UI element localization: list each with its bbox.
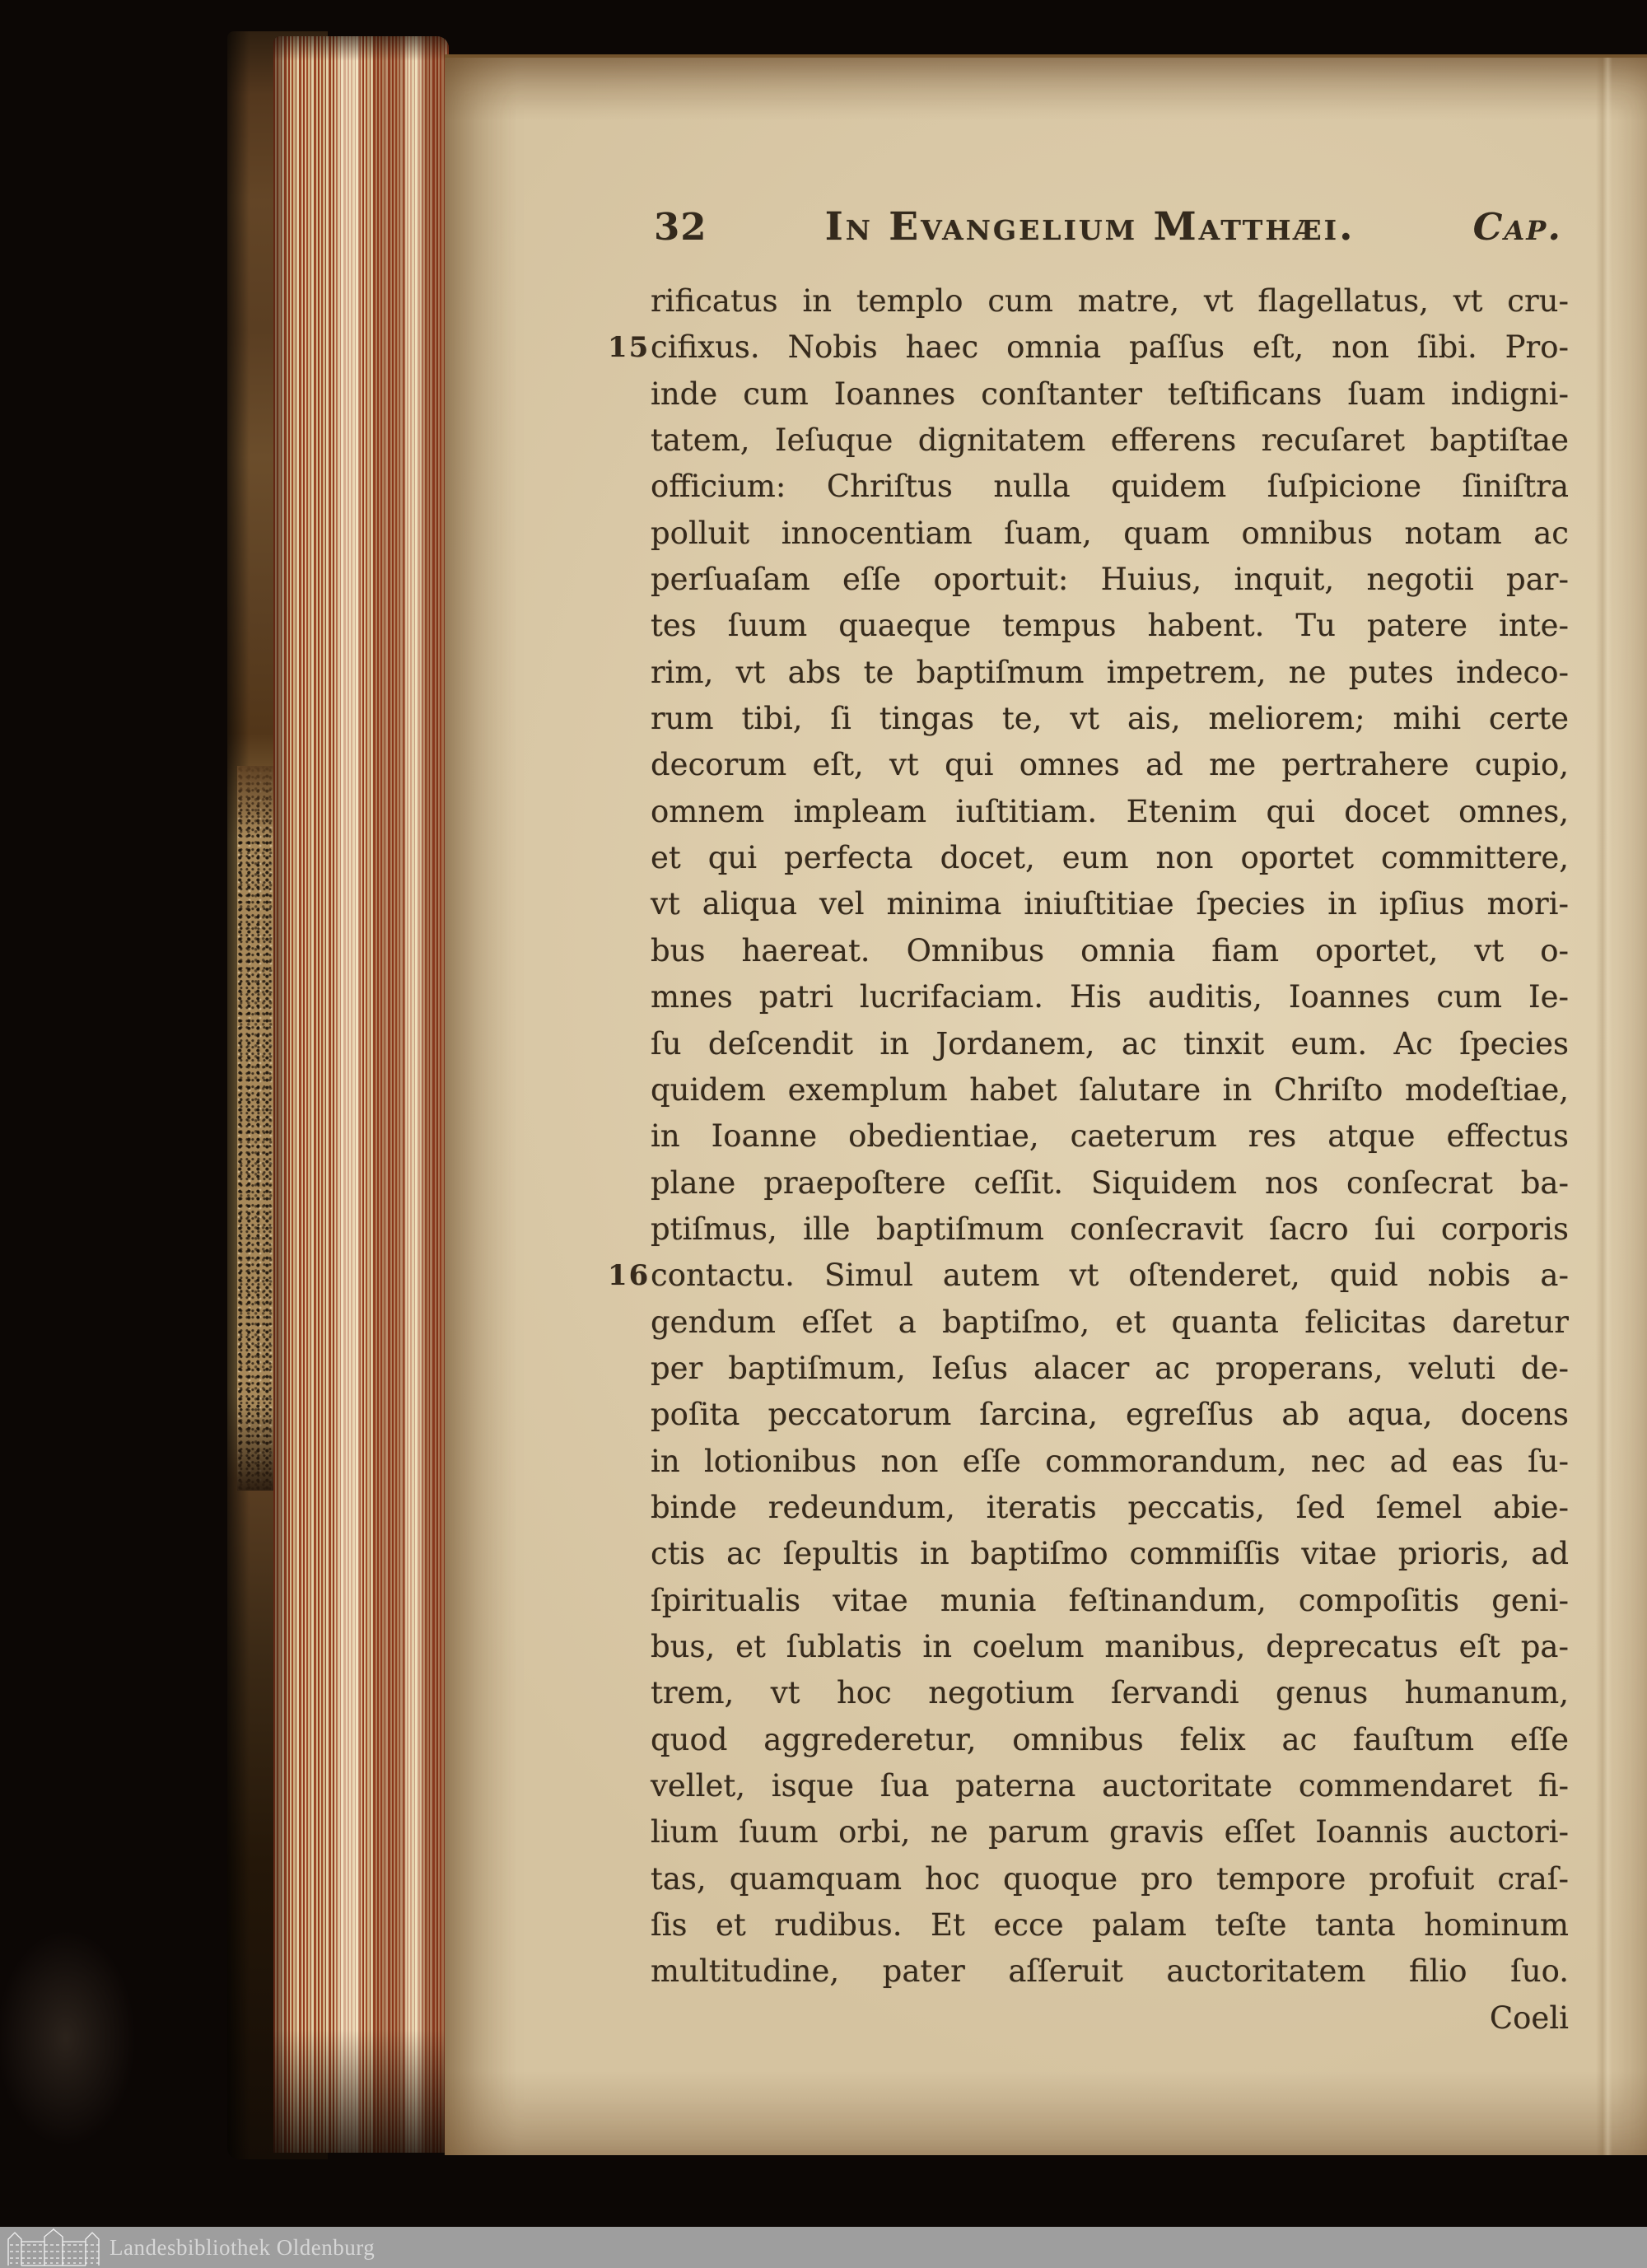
catchword: Coeli [1489, 2000, 1569, 2036]
library-building-icon [7, 2228, 100, 2266]
margin-verse-number: 16 [608, 1259, 651, 1293]
library-watermark-bar [0, 2227, 1647, 2268]
text-line: bus, et ſublatis in coelum manibus, deprecatus eſt pa- [651, 1628, 1569, 1664]
text-line: binde redeundum, iteratis peccatis, ſed ſemel abie- [651, 1489, 1569, 1525]
text-line: 15 cifixus. Nobis haec omnia paſſus eſt, non ſibi. Pro- [651, 324, 1569, 371]
text-line: vellet, isque ſua paterna auctoritate commendaret fi- [651, 1768, 1569, 1804]
text-line: tas, quamquam hoc quoque pro tempore profuit craſ- [651, 1860, 1569, 1897]
text-line: tes ſuum quaeque tempus habent. Tu patere inte- [651, 608, 1569, 644]
text-line: poſita peccatorum ſarcina, egreſſus ab aqua, docens [651, 1397, 1569, 1433]
margin-verse-number: 15 [608, 331, 651, 365]
text-line: per baptiſmum, Ieſus alacer ac properans, veluti de- [651, 1350, 1569, 1386]
text-line: perſuaſam eſſe oportuit: Huius, inquit, negotii par- [651, 562, 1569, 598]
text-line: ſu deſcendit in Jordanem, ac tinxit eum. Ac ſpecies [651, 1025, 1569, 1062]
page-header [651, 204, 1569, 250]
book-page-edges-striped [273, 36, 449, 2153]
text-line: omnem impleam iuſtitiam. Etenim qui docet omnes, [651, 793, 1569, 829]
text-line: plane praepoſtere ceſſit. Siquidem nos conſecrat ba- [651, 1164, 1569, 1201]
book-cover-corner-shadow [0, 1911, 165, 2166]
text-line: tatem, Ieſuque dignitatem efferens recuſaret baptiſtae [651, 422, 1569, 459]
page-number: 32 [654, 205, 707, 249]
text-line: 16 contactu. Simul autem vt oſtenderet, quid nobis a- [651, 1253, 1569, 1299]
library-name: Landesbibliothek Oldenburg [110, 2234, 376, 2260]
text-line: quod aggrederetur, omnibus felix ac fauſtum eſſe [651, 1721, 1569, 1757]
running-title: In Evangelium Matthæi. [824, 204, 1355, 250]
text-line: decorum eſt, vt qui omnes ad me pertrahere cupio, [651, 747, 1569, 783]
text-line: rum tibi, ſi tingas te, vt ais, meliorem; mihi certe [651, 701, 1569, 737]
text-line: polluit innocentiam ſuam, quam omnibus notam ac [651, 515, 1569, 551]
text-line: multitudine, pater aſſeruit auctoritatem filio ſuo. [651, 1953, 1569, 1990]
text-line: vt aliqua vel minima iniuſtitiae ſpecies in ipſius mori- [651, 886, 1569, 922]
text-line: officium: Chriſtus nulla quidem ſuſpicione ſiniſtra [651, 469, 1569, 505]
text-line: et qui perfecta docet, eum non oportet committere, [651, 840, 1569, 876]
text-line: rim, vt abs te baptiſmum impetrem, ne putes indeco- [651, 654, 1569, 690]
text-line: in lotionibus non eſſe commorandum, nec ad eas ſu- [651, 1443, 1569, 1479]
text-line: lium ſuum orbi, ne parum gravis eſſet Ioannis auctori- [651, 1814, 1569, 1850]
text-column [608, 278, 1569, 2042]
text-line: in Ioanne obedientiae, caeterum res atque effectus [651, 1118, 1569, 1155]
text-line: mnes patri lucrifaciam. His auditis, Ioannes cum Ie- [651, 979, 1569, 1015]
text-line: inde cum Ioannes conſtanter teſtificans ſuam indigni- [651, 376, 1569, 412]
text-line: ſis et rudibus. Et ecce palam teſte tanta hominum [651, 1907, 1569, 1944]
text-line: rificatus in templo cum matre, vt flagellatus, vt cru- [651, 283, 1569, 319]
text-line: ctis ac ſepultis in baptiſmo commiſſis vitae prioris, ad [651, 1536, 1569, 1572]
chapter-label: Cap. [1472, 205, 1562, 249]
text-line: bus haereat. Omnibus omnia fiam oportet, vt o- [651, 932, 1569, 968]
scanned-page [445, 54, 1647, 2155]
text-line: ptiſmus, ille baptiſmum conſecravit ſacro ſui corporis [651, 1211, 1569, 1247]
text-line: quidem exemplum habet ſalutare in Chriſto modeſtiae, [651, 1071, 1569, 1108]
text-line: trem, vt hoc negotium ſervandi genus humanum, [651, 1675, 1569, 1711]
text-line: gendum eſſet a baptiſmo, et quanta felicitas daretur [651, 1304, 1569, 1340]
text-line: ſpiritualis vitae munia feſtinandum, compoſitis geni- [651, 1582, 1569, 1618]
